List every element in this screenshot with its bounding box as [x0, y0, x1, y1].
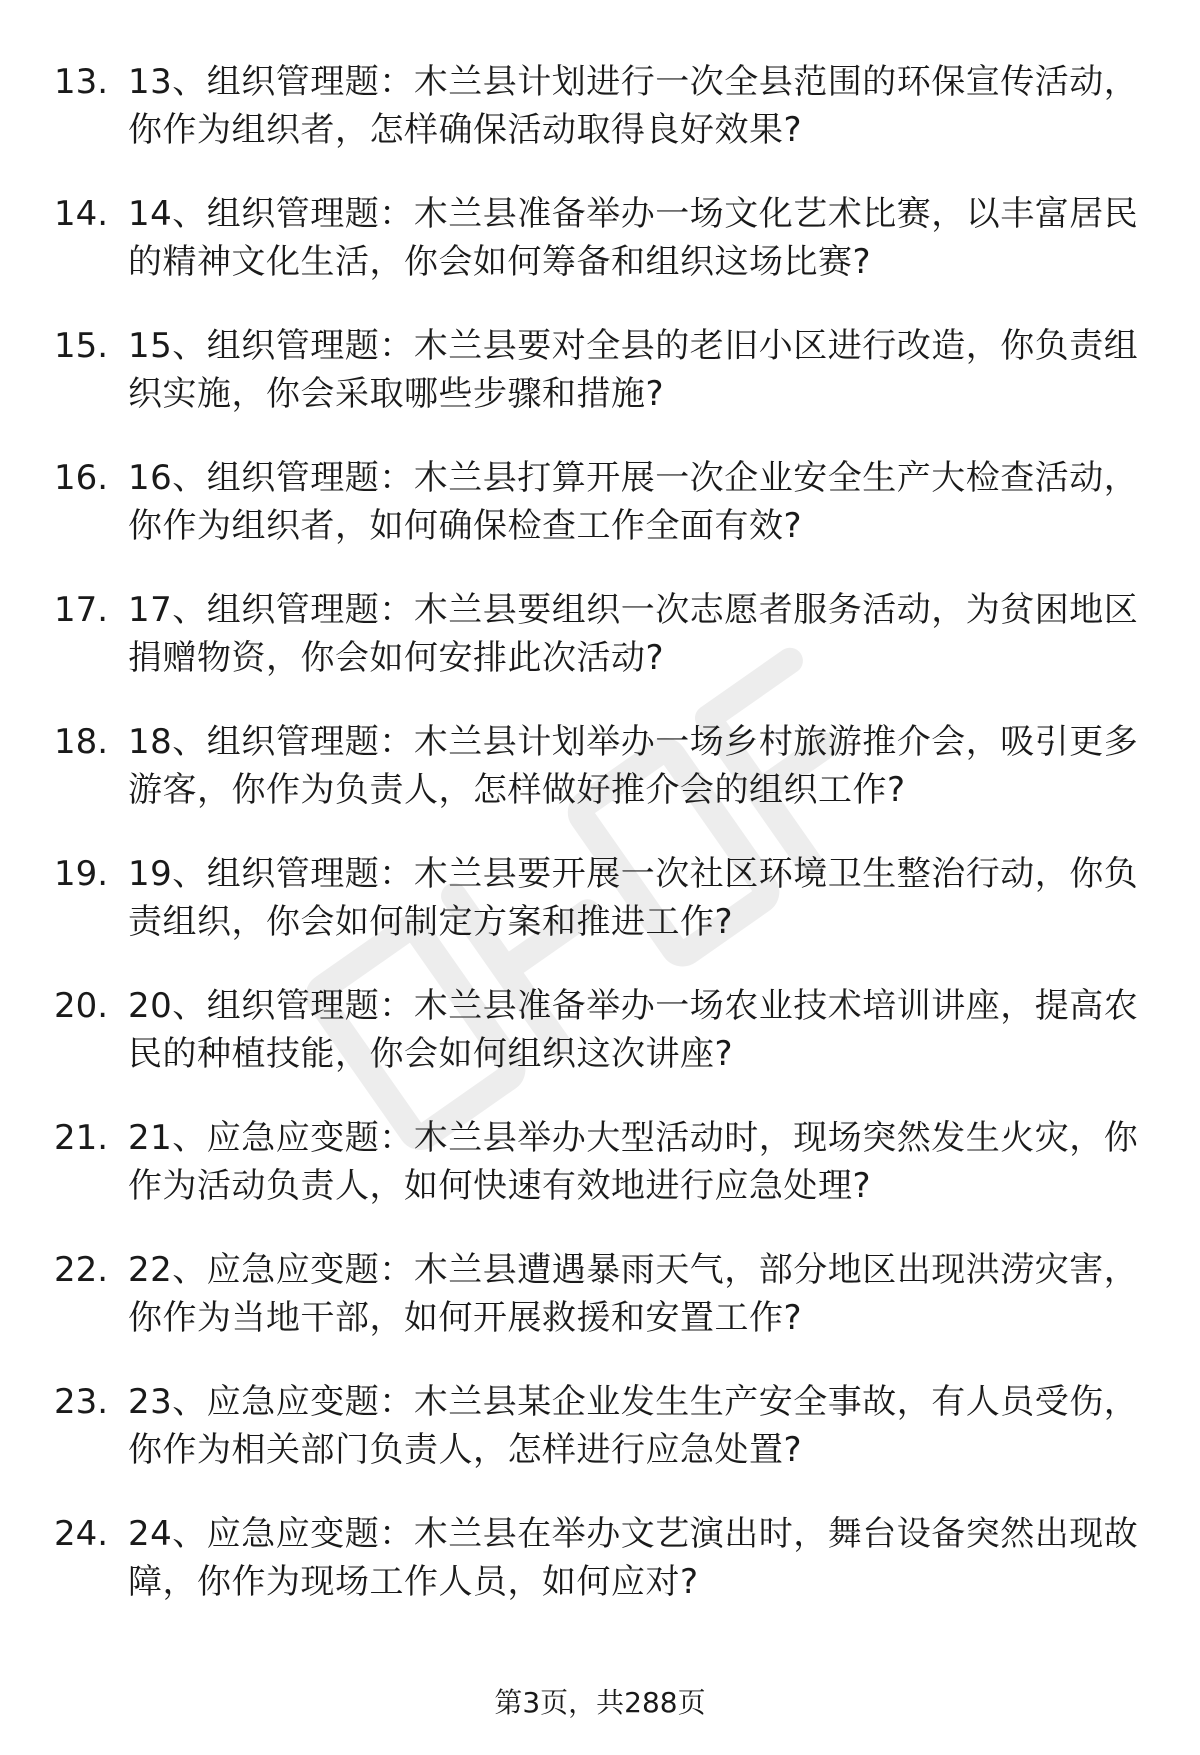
question-text: 18、组织管理题：木兰县计划举办一场乡村旅游推介会，吸引更多游客，你作为负责人，怎样做好推介会的组织工作? [128, 722, 1139, 810]
list-item [0, 718, 1200, 850]
question-text: 19、组织管理题：木兰县要开展一次社区环境卫生整治行动，你负责组织，你会如何制定方案和推进工作? [128, 854, 1139, 942]
page-footer: 第3页，共288页 [494, 1686, 706, 1719]
question-text: 21、应急应变题：木兰县举办大型活动时，现场突然发生火灾，你作为活动负责人，如何快速有效地进行应急处理? [128, 1118, 1139, 1206]
list-item [0, 982, 1200, 1114]
question-text: 16、组织管理题：木兰县打算开展一次企业安全生产大检查活动，你作为组织者，如何确保检查工作全面有效? [128, 458, 1139, 546]
question-number: 20. [54, 986, 109, 1026]
list-item [0, 850, 1200, 982]
list-item [0, 1114, 1200, 1246]
question-number: 18. [54, 722, 109, 762]
list-item [0, 190, 1200, 322]
question-text: 22、应急应变题：木兰县遭遇暴雨天气，部分地区出现洪涝灾害，你作为当地干部，如何开展救援和安置工作? [128, 1250, 1139, 1338]
question-text: 20、组织管理题：木兰县准备举办一场农业技术培训讲座，提高农民的种植技能，你会如何组织这次讲座? [128, 986, 1139, 1074]
question-text: 23、应急应变题：木兰县某企业发生生产安全事故，有人员受伤，你作为相关部门负责人，怎样进行应急处置? [128, 1382, 1139, 1470]
question-text: 17、组织管理题：木兰县要组织一次志愿者服务活动，为贫困地区捐赠物资，你会如何安排此次活动? [128, 590, 1139, 678]
question-text: 13、组织管理题：木兰县计划进行一次全县范围的环保宣传活动，你作为组织者，怎样确保活动取得良好效果? [128, 62, 1139, 150]
list-item [0, 454, 1200, 586]
question-text: 24、应急应变题：木兰县在举办文艺演出时，舞台设备突然出现故障，你作为现场工作人员，如何应对? [128, 1514, 1139, 1602]
list-item [0, 58, 1200, 190]
question-list [0, 58, 1200, 1642]
question-number: 16. [54, 458, 109, 498]
list-item [0, 586, 1200, 718]
question-number: 24. [54, 1514, 109, 1554]
question-number: 13. [54, 62, 109, 102]
list-item [0, 322, 1200, 454]
question-number: 21. [54, 1118, 109, 1158]
question-number: 14. [54, 194, 109, 234]
list-item [0, 1510, 1200, 1642]
question-number: 15. [54, 326, 109, 366]
question-number: 22. [54, 1250, 109, 1290]
list-item [0, 1246, 1200, 1378]
question-number: 23. [54, 1382, 109, 1422]
question-text: 15、组织管理题：木兰县要对全县的老旧小区进行改造，你负责组织实施，你会采取哪些步骤和措施? [128, 326, 1139, 414]
question-number: 19. [54, 854, 109, 894]
question-number: 17. [54, 590, 109, 630]
question-text: 14、组织管理题：木兰县准备举办一场文化艺术比赛，以丰富居民的精神文化生活，你会如何筹备和组织这场比赛? [128, 194, 1139, 282]
list-item [0, 1378, 1200, 1510]
